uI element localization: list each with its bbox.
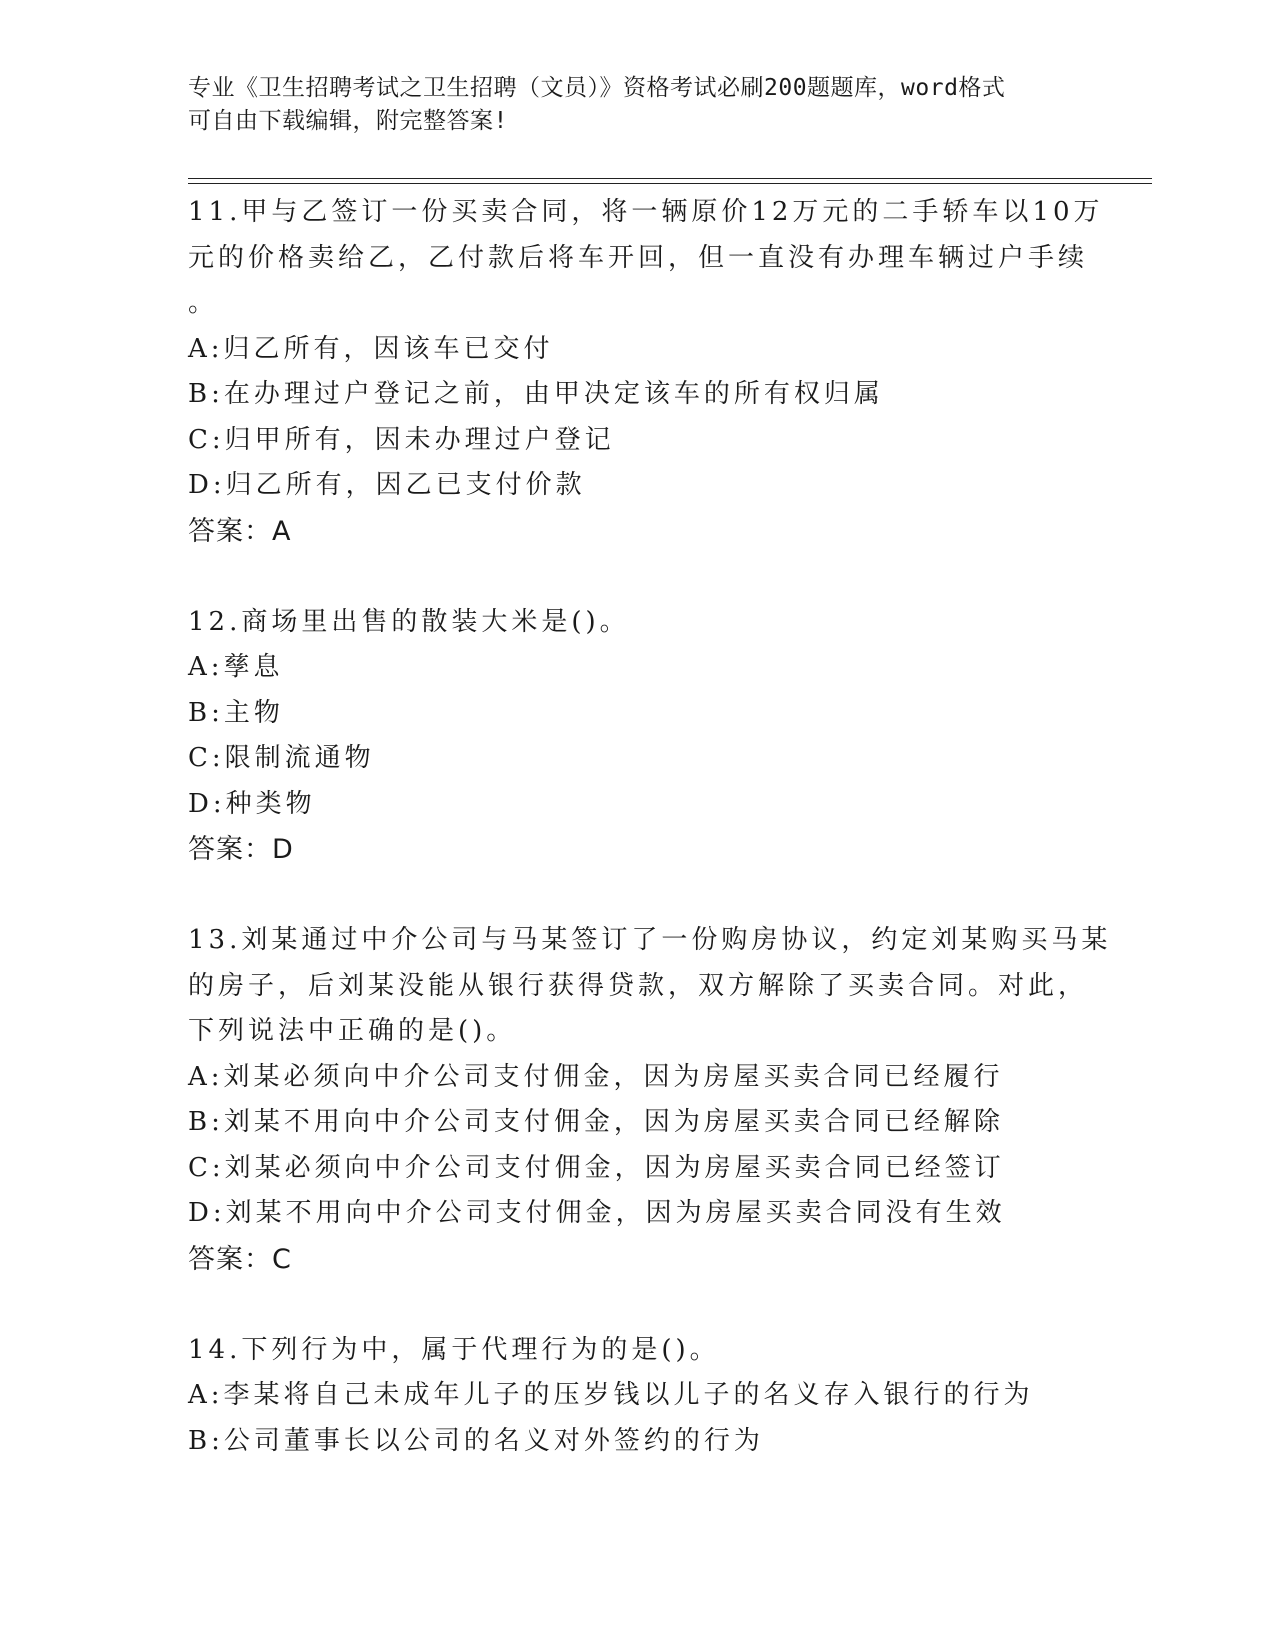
question-list <box>188 190 1112 1464</box>
option-d: D:刘某不用向中介公司支付佣金，因为房屋买卖合同没有生效 <box>188 1198 1006 1228</box>
answer-label: 答案：D <box>188 834 294 865</box>
option-c: C:刘某必须向中介公司支付佣金，因为房屋买卖合同已经签订 <box>188 1152 1005 1183</box>
question-stem-line: 12.商场里出售的散装大米是()。 <box>188 606 630 637</box>
question-12 <box>188 600 1088 873</box>
option-d: D:归乙所有，因乙已支付价款 <box>188 470 586 500</box>
option-a: A:李某将自己未成年儿子的压岁钱以儿子的名义存入银行的行为 <box>188 1380 1034 1410</box>
option-d: D:种类物 <box>188 788 316 819</box>
document-header <box>188 72 1068 138</box>
option-b: B:主物 <box>188 697 284 728</box>
option-a: A:归乙所有，因该车已交付 <box>188 333 554 364</box>
question-11 <box>188 190 1104 554</box>
spacer <box>188 873 1088 919</box>
option-a: A:孳息 <box>188 652 284 682</box>
question-14 <box>188 1328 1088 1465</box>
question-stem-line: 下列说法中正确的是()。 <box>188 1016 517 1046</box>
question-stem-line: 元的价格卖给乙，乙付款后将车开回，但一直没有办理车辆过户手续 <box>188 242 1089 273</box>
header-line-2: 可自由下载编辑，附完整答案! <box>188 108 508 134</box>
spacer <box>188 1282 1088 1328</box>
header-line-1: 专业《卫生招聘考试之卫生招聘（文员）》资格考试必刷200题题库，word格式 <box>188 75 1006 101</box>
answer-label: 答案：A <box>188 515 292 547</box>
option-b: B:刘某不用向中介公司支付佣金，因为房屋买卖合同已经解除 <box>188 1107 1004 1137</box>
option-a: A:刘某必须向中介公司支付佣金，因为房屋买卖合同已经履行 <box>188 1061 1004 1092</box>
header-divider <box>188 178 1152 184</box>
answer-label: 答案：C <box>188 1243 292 1275</box>
question-stem-line: 13.刘某通过中介公司与马某签订了一份购房协议，约定刘某购买马某 <box>188 925 1112 955</box>
option-c: C:限制流通物 <box>188 743 375 773</box>
question-stem-line: 11.甲与乙签订一份买卖合同，将一辆原价12万元的二手轿车以10万 <box>188 197 1104 227</box>
option-b: B:在办理过户登记之前，由甲决定该车的所有权归属 <box>188 379 884 409</box>
question-stem-line: 14.下列行为中，属于代理行为的是()。 <box>188 1334 720 1365</box>
question-13 <box>188 918 1112 1282</box>
spacer <box>188 554 1088 600</box>
question-stem-line: 。 <box>188 288 219 318</box>
question-stem-line: 的房子，后刘某没能从银行获得贷款，双方解除了买卖合同。对此， <box>188 970 1089 1001</box>
option-b: B:公司董事长以公司的名义对外签约的行为 <box>188 1425 764 1456</box>
option-c: C:归甲所有，因未办理过户登记 <box>188 424 615 455</box>
